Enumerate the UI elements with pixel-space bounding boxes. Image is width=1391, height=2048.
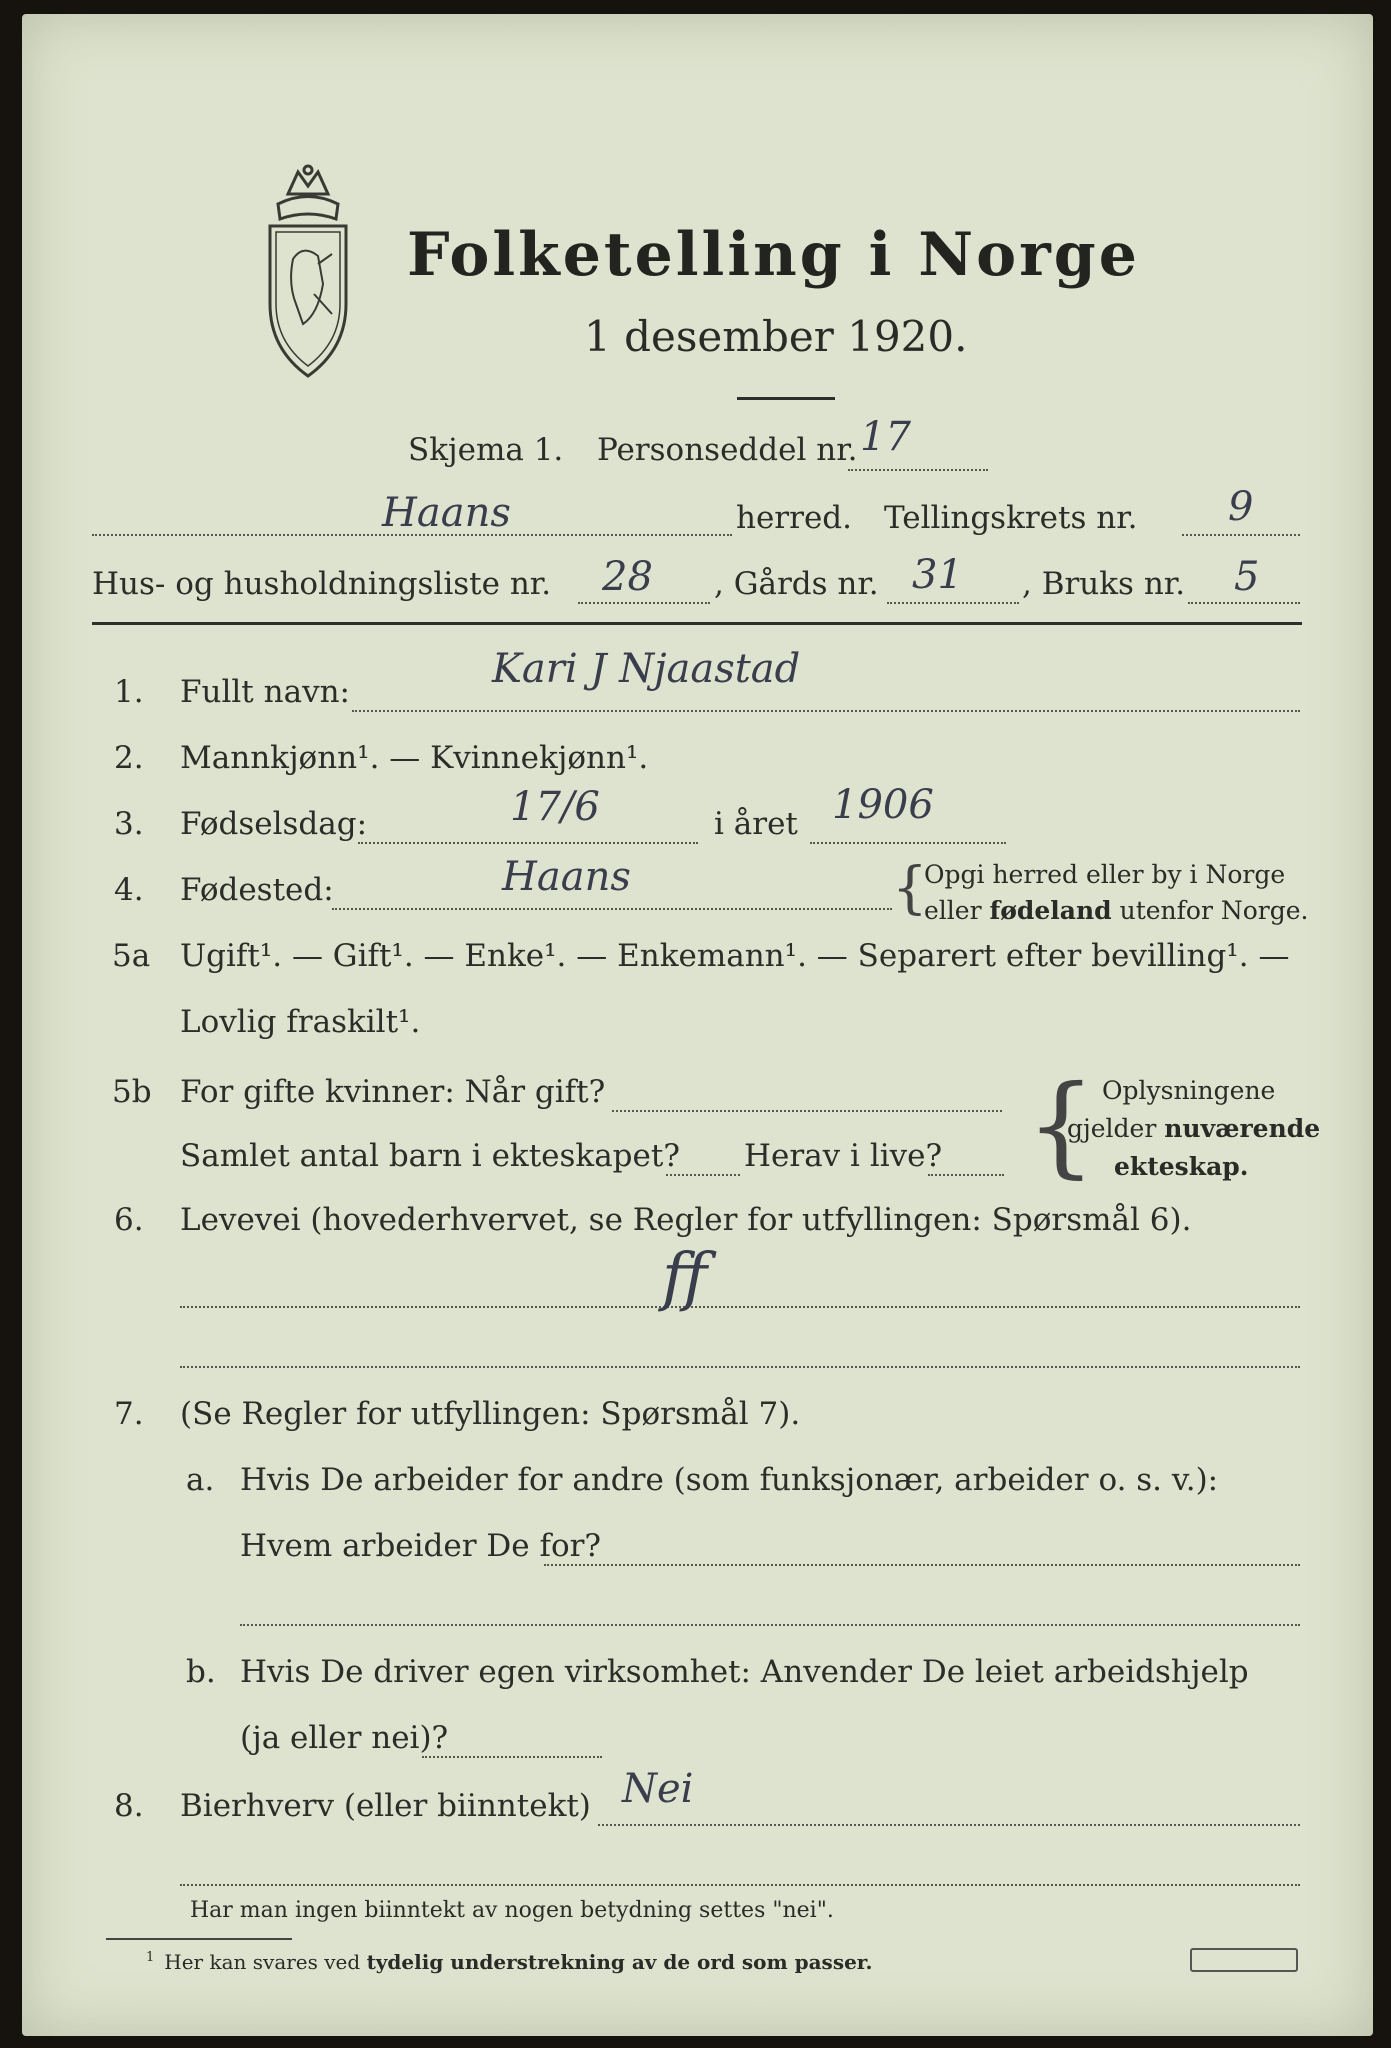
q4-number: 4. xyxy=(114,872,144,908)
q5a-line1: Ugift¹. — Gift¹. — Enke¹. — Enkemann¹. — Separert efter bevilling¹. — xyxy=(180,938,1290,974)
personseddel-label: Personseddel nr. xyxy=(597,432,858,468)
q2-label: Mannkjønn¹. — Kvinnekjønn¹. xyxy=(180,740,649,776)
gards-label: , Gårds nr. xyxy=(714,566,879,602)
q5b-note1: Oplysningene xyxy=(1102,1076,1276,1105)
q3-year-line xyxy=(810,842,1006,844)
q5b-line1: For gifte kvinner: Når gift? xyxy=(180,1074,606,1110)
q5a-number: 5a xyxy=(112,938,151,974)
q4-note-line1: Opgi herred eller by i Norge xyxy=(924,860,1286,889)
q5b-alive-line xyxy=(928,1174,1004,1176)
tellingskrets-value: 9 xyxy=(1228,484,1254,530)
q3-label: Fødselsdag: xyxy=(180,806,368,842)
q6-line2 xyxy=(180,1366,1300,1368)
q1-label: Fullt navn: xyxy=(180,674,350,710)
q1-number: 1. xyxy=(114,674,144,710)
q5b-number: 5b xyxy=(112,1074,152,1110)
q7a-line-extra xyxy=(240,1624,1300,1626)
tellingskrets-label: Tellingskrets nr. xyxy=(884,500,1138,536)
q2-number: 2. xyxy=(114,740,144,776)
q3-line xyxy=(358,842,698,844)
header-divider xyxy=(92,622,1302,625)
q4-brace: { xyxy=(892,856,928,921)
gards-value: 31 xyxy=(912,552,963,598)
title-divider xyxy=(737,397,835,400)
q8-label: Bierhverv (eller biinntekt) xyxy=(180,1788,591,1824)
q7b-line1: Hvis De driver egen virksomhet: Anvender De leiet arbeidshjelp xyxy=(240,1654,1249,1690)
q3-number: 3. xyxy=(114,806,144,842)
q5b-married-line xyxy=(612,1110,1002,1112)
census-form xyxy=(22,14,1373,2036)
bruks-value: 5 xyxy=(1234,554,1260,600)
q5b-children-line xyxy=(666,1174,740,1176)
q7-number: 7. xyxy=(114,1396,144,1432)
q3-year-label: i året xyxy=(714,806,798,842)
q6-label: Levevei (hovederhvervet, se Regler for utfyllingen: Spørsmål 6). xyxy=(180,1202,1192,1238)
q7a-line1: Hvis De arbeider for andre (som funksjonær, arbeider o. s. v.): xyxy=(240,1462,1219,1498)
q8-number: 8. xyxy=(114,1788,144,1824)
q5a-line2: Lovlig fraskilt¹. xyxy=(180,1004,421,1040)
bruks-label: , Bruks nr. xyxy=(1022,566,1186,602)
printer-stamp xyxy=(1190,1948,1298,1972)
herred-label: herred. xyxy=(736,500,852,536)
q5b-line2b: Herav i live? xyxy=(744,1138,943,1174)
nei-note: Har man ingen biinntekt av nogen betydning settes "nei". xyxy=(190,1898,834,1923)
q8-line-extra xyxy=(180,1884,1300,1886)
footnote-divider xyxy=(106,1938,292,1940)
bruks-line xyxy=(1188,602,1300,604)
q7a-letter: a. xyxy=(186,1462,215,1498)
personseddel-value: 17 xyxy=(860,414,911,460)
tellingskrets-line xyxy=(1182,534,1300,536)
q4-label: Fødested: xyxy=(180,872,334,908)
q5b-line2a: Samlet antal barn i ekteskapet? xyxy=(180,1138,680,1174)
hus-line xyxy=(578,602,710,604)
q1-line xyxy=(352,710,1300,712)
footnote: $^1$ Her kan svares ved tydelig understrekning av de ord som passer. xyxy=(146,1950,873,1974)
q7b-line2: (ja eller nei)? xyxy=(240,1720,449,1756)
gards-line xyxy=(887,602,1019,604)
q3-value: 17/6 xyxy=(510,784,600,830)
q4-line xyxy=(332,908,892,910)
coat-of-arms-icon xyxy=(248,164,368,384)
hus-label: Hus- og husholdningsliste nr. xyxy=(92,566,552,602)
q6-line1 xyxy=(180,1306,1300,1308)
form-title: Folketelling i Norge xyxy=(407,220,1140,290)
q1-value: Kari J Njaastad xyxy=(492,646,801,692)
q7b-letter: b. xyxy=(186,1654,216,1690)
schema-label: Skjema 1. xyxy=(408,432,564,468)
q7-label: (Se Regler for utfyllingen: Spørsmål 7). xyxy=(180,1396,801,1432)
q8-value: Nei xyxy=(622,1766,694,1812)
hus-value: 28 xyxy=(602,554,653,600)
q5b-note2: gjelder nuværende xyxy=(1067,1114,1321,1143)
q4-value: Haans xyxy=(502,854,631,900)
q4-note-line2: eller fødeland utenfor Norge. xyxy=(924,896,1309,925)
q3-year-value: 1906 xyxy=(832,782,934,828)
q7a-line2: Hvem arbeider De for? xyxy=(240,1528,602,1564)
q5b-brace: { xyxy=(1026,1061,1096,1189)
q5b-note3: ekteskap. xyxy=(1114,1152,1249,1181)
q6-value: ff xyxy=(662,1240,708,1314)
personseddel-line xyxy=(848,469,988,471)
q7a-line xyxy=(544,1564,1300,1566)
q7b-line xyxy=(422,1756,602,1758)
q8-line xyxy=(598,1824,1300,1826)
census-date: 1 desember 1920. xyxy=(584,312,968,361)
q6-number: 6. xyxy=(114,1202,144,1238)
herred-value: Haans xyxy=(382,490,511,536)
